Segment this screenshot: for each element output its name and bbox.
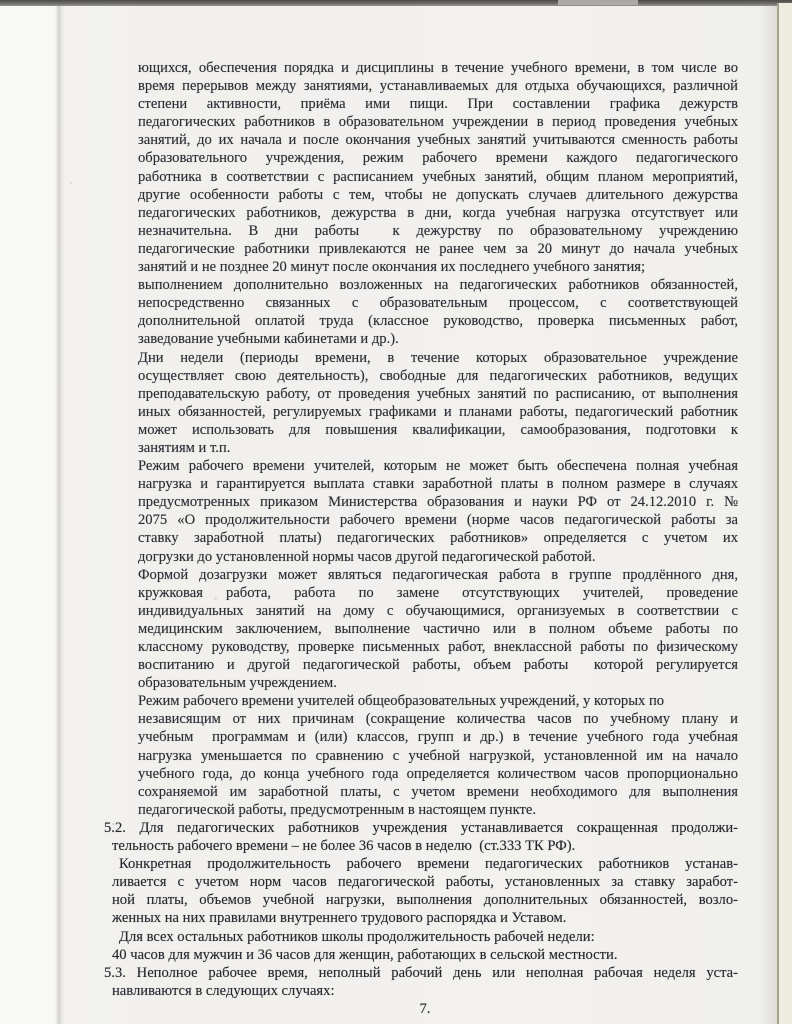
text-line: ющихся, обеспечения порядка и дисциплины в течение учебного времени, в том числе во: [138, 60, 738, 76]
text-line: заведование учебными кабинетами и др.).: [138, 331, 399, 348]
page-left-margin-strip: [0, 0, 57, 1024]
text-line: нагрузка уменьшается по сравнению с учебной нагрузкой, установленной им на начало: [138, 747, 738, 764]
scanner-top-edge-highlight: [558, 0, 638, 5]
text-line: педагогические работники привлекаются не ранее чем за 20 минут до начала учебных: [138, 240, 738, 257]
text-line: работника в соответствии с расписанием учебных занятий, общим планом мероприятий,: [138, 168, 738, 185]
text-line: 40 часов для мужчин и 36 часов для женщин, работающих в сельской местности.: [112, 946, 618, 963]
text-line: кружковая работа, работа по замене отсутствующих учителей, проведение: [138, 584, 738, 601]
text-line: время перерывов между занятиями, устанавливаемых для отдыха обучающихся, различной: [138, 78, 738, 95]
text-line: степени активности, приёма ими пищи. При составлении графика дежурств: [138, 96, 738, 113]
text-line: педагогических работников в образовательном учреждении в период проведения учебных: [138, 114, 738, 131]
text-line: дополнительной оплатой труда (классное руководство, проверка письменных работ,: [138, 313, 738, 330]
text-line: сохраняемой им заработной платы, с учетом времени необходимого для выполнения: [138, 783, 738, 800]
text-line: педагогической работы, предусмотренным в настоящем пункте.: [138, 801, 536, 818]
paragraph: [138, 692, 738, 819]
text-line: ставку заработной платы) педагогических работников» определяется с учетом их: [138, 530, 738, 547]
text-line: медицинским заключением, выполнение частично или в полном объеме работы по: [138, 620, 738, 637]
text-line: Дни недели (периоды времени, в течение которых образовательное учреждение: [138, 349, 738, 366]
text-line: Конкретная продолжительность рабочего времени педагогических работников устанав-: [119, 856, 738, 873]
text-line: незначительна. В дни работы к дежурству по образовательному учреждению: [138, 222, 738, 239]
paragraph: [138, 276, 738, 348]
text-line: 5.3. Неполное рабочее время, неполный рабочий день или неполная рабочая неделя уста-: [104, 964, 738, 981]
text-line: занятий, до их начала и после окончания учебных занятий учитываются сменность работы: [138, 132, 738, 149]
text-line: индивидуальных занятий на дому с обучающимися, организуемых в соответствии с: [138, 602, 738, 619]
section-number: 5.3.: [104, 964, 137, 981]
paragraph: [138, 59, 738, 276]
paragraph: [138, 566, 738, 693]
text-line: предусмотренных приказом Министерства образования и науки РФ от 24.12.2010 г. №: [138, 494, 738, 511]
numbered-paragraph: [104, 819, 738, 855]
text-block: [104, 59, 738, 1018]
text-line: догрузки до установленной нормы часов другой педагогической работой.: [138, 548, 596, 565]
text-line: занятиям и т.п.: [138, 439, 231, 456]
text-line: классному руководству, проверке письменных работ, внеклассной работы по физическому: [138, 639, 738, 655]
text-line: ливается с учетом норм часов педагогической работы, установленных за ставку заработ-: [112, 874, 738, 891]
text-line: Для всех остальных работников школы продолжительность рабочей недели:: [119, 928, 595, 945]
text-line: педагогических работников, дежурства в дни, когда учебная нагрузка отсутствует или: [138, 204, 738, 221]
paragraph: [112, 855, 738, 927]
section-items: [104, 819, 738, 1000]
text-line: женных на них правилами внутреннего трудового распорядка и Уставом.: [112, 910, 567, 927]
text-line: другие особенности работы с тем, чтобы не допускать случаев длительного дежурства: [138, 186, 738, 203]
paragraph: [138, 349, 738, 458]
text-line: Режим рабочего времени учителей общеобразовательных учреждений, у которых по: [138, 693, 665, 710]
text-line: Режим рабочего времени учителей, которым не может быть обеспечена полная учебная: [138, 458, 738, 475]
text-line: учебного года, до конца учебного года определяется количеством часов пропорционально: [138, 765, 738, 782]
page-right-edge-shadow: [760, 4, 777, 1024]
text-line: выполнением дополнительно возложенных на педагогических работников обязанностей,: [138, 277, 738, 294]
text-line: навливаются в следующих случаях:: [112, 982, 335, 999]
paragraph: [112, 928, 738, 946]
text-line: образовательного учреждения, режим рабочего времени каждого педагогического: [138, 150, 738, 167]
text-line: ной платы, объемов учебной нагрузки, выполнения дополнительных обязанностей, возло-: [112, 892, 738, 909]
page-right-edge: [777, 3, 792, 1024]
text-line: непосредственно связанных с образовательным процессом, с соответствующей: [138, 295, 738, 312]
scanner-top-edge: [0, 0, 792, 6]
paragraph: [112, 946, 738, 964]
text-line: воспитанию и другой педагогической работы, объем работы которой регулируется: [138, 657, 738, 674]
text-line: осуществляет свою деятельность), свободные для педагогических работников, ведущих: [138, 367, 738, 384]
text-line: тельность рабочего времени – не более 36 часов в неделю (ст.333 ТК РФ).: [112, 838, 576, 855]
text-line: образовательным учреждением.: [138, 675, 337, 692]
paragraph: [138, 457, 738, 566]
text-line: преподавательскую работу, от проведения учебных занятий по расписанию, от выполнения: [138, 385, 738, 402]
text-line: 2075 «О продолжительности рабочего времени (норме часов педагогической работы за: [138, 512, 738, 529]
numbered-paragraph: [104, 964, 738, 1000]
text-line: иных обязанностей, регулируемых графиками и планами работы, педагогический работник: [138, 403, 738, 420]
text-line: учебным программам и (или) классов, групп и др.) в течение учебного года учебная: [138, 729, 738, 746]
text-line: 5.2. Для педагогических работников учреждения устанавливается сокращенная продолжи-: [104, 819, 738, 836]
text-line: нагрузка и гарантируется выплата ставки заработной платы в полном размере в случаях: [138, 476, 738, 493]
page-number: 7.: [419, 1000, 431, 1017]
dust-speck: [70, 182, 72, 184]
fold-crease: [55, 0, 65, 1024]
section-number: 5.2.: [104, 819, 140, 836]
text-line: может использовать для повышения квалификации, самообразования, подготовки к: [138, 421, 738, 438]
text-line: занятий и не позднее 20 минут после окончания их последнего учебного занятия;: [138, 259, 646, 276]
text-line: Формой дозагрузки может являться педагогическая работа в группе продлённого дня,: [138, 566, 738, 583]
text-line: независящим от них причинам (сокращение количества часов по учебному плану и: [138, 711, 738, 728]
section-main: [138, 59, 738, 819]
